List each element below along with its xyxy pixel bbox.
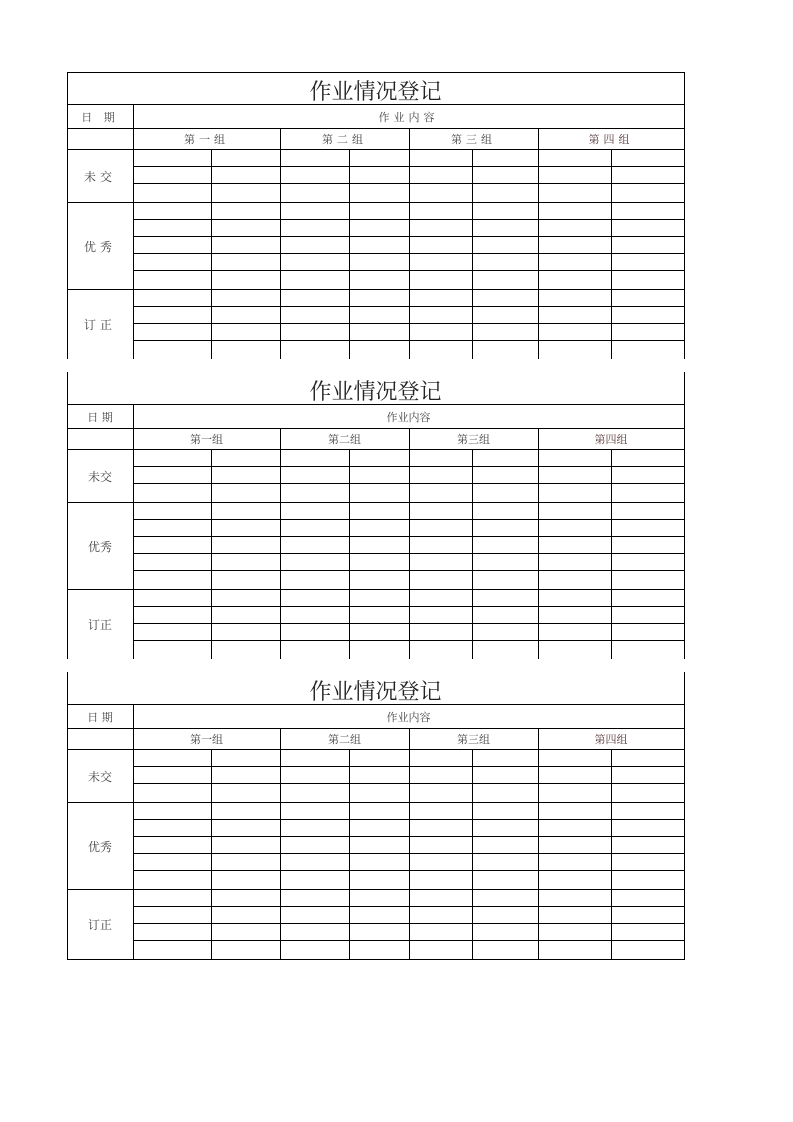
section-label-2: 优秀 — [83, 240, 116, 254]
row-divider — [133, 270, 685, 271]
table-right-border — [684, 72, 685, 359]
subcolumn-divider — [472, 149, 473, 359]
group-header-2: 第二组 — [328, 733, 361, 746]
section-label-1: 未交 — [87, 770, 112, 784]
group-divider — [409, 728, 410, 959]
row-divider — [133, 553, 685, 554]
row-divider — [133, 766, 685, 767]
table-top-border — [67, 72, 685, 73]
date-row-divider — [67, 128, 685, 129]
section-divider — [67, 289, 685, 290]
row-divider — [133, 923, 685, 924]
section-label-3: 订正 — [87, 918, 112, 932]
table-right-border — [684, 672, 685, 959]
content-label: 作业内容 — [378, 111, 439, 124]
section-label-2: 优秀 — [87, 840, 112, 854]
row-divider — [133, 640, 685, 641]
group-header-1: 第一组 — [190, 433, 223, 446]
group-header-4: 第四组 — [588, 133, 634, 146]
group-divider — [538, 428, 539, 659]
row-divider — [133, 836, 685, 837]
group-divider — [538, 128, 539, 359]
row-divider — [133, 853, 685, 854]
group-row-divider — [67, 149, 685, 150]
group-divider — [280, 728, 281, 959]
subcolumn-divider — [611, 449, 612, 659]
row-divider — [133, 783, 685, 784]
subcolumn-divider — [211, 449, 212, 659]
subcolumn-divider — [211, 149, 212, 359]
row-divider — [133, 623, 685, 624]
section-divider — [67, 202, 685, 203]
group-divider — [280, 428, 281, 659]
row-divider — [133, 536, 685, 537]
row-divider — [133, 253, 685, 254]
table-right-border — [684, 372, 685, 659]
group-header-3: 第三组 — [457, 733, 490, 746]
subcolumn-divider — [211, 749, 212, 959]
table-bottom-border — [67, 959, 685, 960]
subcolumn-divider — [472, 749, 473, 959]
section-label-3: 订正 — [87, 618, 112, 632]
section-label-3: 订正 — [83, 318, 116, 332]
section-label-2: 优秀 — [87, 540, 112, 554]
section-divider — [67, 889, 685, 890]
section-label-1: 未交 — [83, 170, 116, 184]
row-divider — [133, 870, 685, 871]
subcolumn-divider — [349, 749, 350, 959]
section-label-1: 未交 — [87, 470, 112, 484]
group-header-3: 第三组 — [451, 133, 496, 146]
row-divider — [133, 340, 685, 341]
row-divider — [133, 519, 685, 520]
section-divider — [67, 589, 685, 590]
row-divider — [133, 236, 685, 237]
group-header-4: 第四组 — [594, 733, 628, 746]
sheet-title: 作业情况登记 — [309, 380, 442, 405]
group-header-2: 第二组 — [328, 433, 361, 446]
row-divider — [133, 219, 685, 220]
row-divider — [133, 940, 685, 941]
row-divider — [133, 819, 685, 820]
group-row-divider — [67, 449, 685, 450]
section-divider — [67, 502, 685, 503]
date-label: 日 期 — [87, 411, 113, 424]
row-divider — [133, 606, 685, 607]
group-header-1: 第一组 — [184, 133, 229, 146]
row-divider — [133, 466, 685, 467]
subcolumn-divider — [611, 749, 612, 959]
date-label: 日 期 — [87, 711, 113, 724]
sheet-title: 作业情况登记 — [309, 80, 442, 105]
section-divider — [67, 802, 685, 803]
group-divider — [409, 128, 410, 359]
group-divider — [538, 728, 539, 959]
group-divider — [409, 428, 410, 659]
group-header-4: 第四组 — [594, 433, 628, 446]
date-row-divider — [67, 428, 685, 429]
row-divider — [133, 906, 685, 907]
row-divider — [133, 483, 685, 484]
group-header-1: 第一组 — [190, 733, 223, 746]
row-divider — [133, 570, 685, 571]
content-label: 作业内容 — [386, 711, 431, 724]
subcolumn-divider — [611, 149, 612, 359]
group-header-2: 第二组 — [322, 133, 367, 146]
date-label: 日 期 — [81, 111, 119, 124]
group-divider — [280, 128, 281, 359]
group-row-divider — [67, 749, 685, 750]
subcolumn-divider — [349, 449, 350, 659]
row-divider — [133, 183, 685, 184]
subcolumn-divider — [349, 149, 350, 359]
content-label: 作业内容 — [386, 411, 431, 424]
sheet-title: 作业情况登记 — [309, 680, 442, 705]
row-divider — [133, 306, 685, 307]
row-divider — [133, 323, 685, 324]
row-divider — [133, 166, 685, 167]
group-header-3: 第三组 — [457, 433, 490, 446]
date-row-divider — [67, 728, 685, 729]
subcolumn-divider — [472, 449, 473, 659]
